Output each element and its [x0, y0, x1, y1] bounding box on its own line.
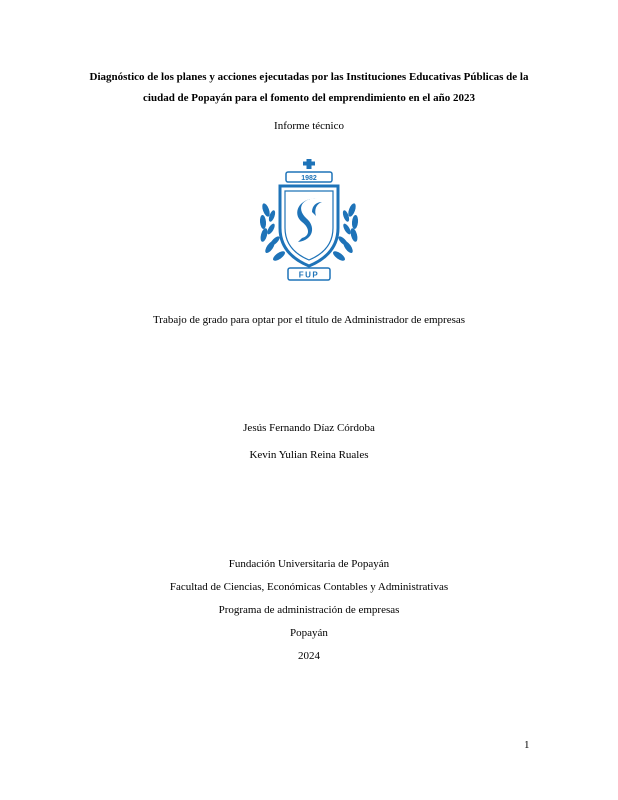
year-text: 2024	[298, 650, 320, 662]
document-subtitle: Informe técnico	[274, 120, 344, 132]
document-title-line-1: Diagnóstico de los planes y acciones ejecutadas por las Instituciones Educativas Públicas de la	[89, 71, 529, 83]
faculty-name: Facultad de Ciencias, Económicas Contables y Administrativas	[169, 581, 449, 593]
page-number: 1	[524, 739, 530, 751]
degree-statement: Trabajo de grado para optar por el título de Administrador de empresas	[152, 314, 466, 326]
program-name: Programa de administración de empresas	[218, 604, 400, 616]
university-crest-logo	[256, 158, 362, 282]
cross-icon	[303, 159, 315, 169]
logo-year-text: 1982	[301, 175, 317, 182]
author-2: Kevin Yulian Reina Ruales	[249, 449, 369, 461]
institution-name: Fundación Universitaria de Popayán	[228, 558, 390, 570]
logo-acronym-text: FUP	[298, 270, 320, 280]
document-title-line-2: ciudad de Popayán para el fomento del emprendimiento en el año 2023	[143, 92, 475, 104]
city-name: Popayán	[290, 627, 328, 639]
author-1: Jesús Fernando Díaz Córdoba	[243, 422, 375, 434]
